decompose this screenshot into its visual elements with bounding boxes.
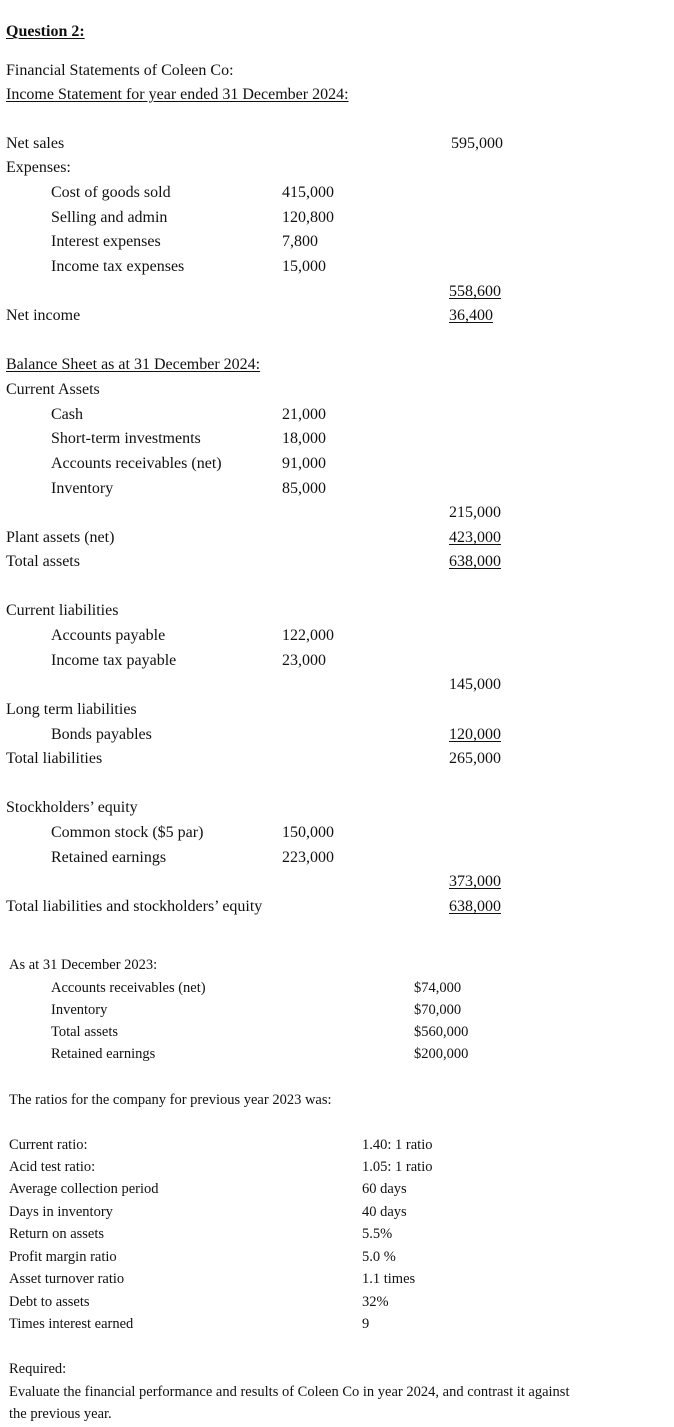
ratio-value: 5.0 % [362,1249,396,1265]
net-sales-label: Net sales [6,135,65,152]
expense-value: 120,800 [282,209,334,226]
ratio-label: Acid test ratio: [9,1159,96,1175]
total-liabilities-value: 265,000 [449,750,501,767]
prior-year-value: $74,000 [414,980,462,996]
total-assets-value: 638,000 [449,553,501,570]
expense-value: 415,000 [282,184,334,201]
current-liabilities-total: 145,000 [449,676,501,693]
required-label: Required: [9,1361,67,1377]
total-liabilities-label: Total liabilities [6,750,103,767]
current-asset-value: 21,000 [282,406,326,423]
ratio-value: 1.40: 1 ratio [362,1137,433,1153]
question-title: Question 2: [6,23,85,40]
prior-year-label: Accounts receivables (net) [51,980,206,996]
prior-year-label: Total assets [51,1024,119,1040]
total-liabilities-equity-value: 638,000 [449,898,501,915]
net-sales-value: 595,000 [451,135,503,152]
current-asset-value: 18,000 [282,430,326,447]
expense-label: Interest expenses [51,233,161,250]
current-assets-total: 215,000 [449,504,501,521]
ratio-value: 40 days [362,1204,407,1220]
ratio-label: Times interest earned [9,1316,134,1332]
prior-year-label: Inventory [51,1002,108,1018]
current-liability-label: Income tax payable [51,652,177,669]
net-income-label: Net income [6,307,81,324]
plant-assets-label: Plant assets (net) [6,529,115,546]
ratio-value: 32% [362,1294,389,1310]
prior-year-value: $200,000 [414,1046,469,1062]
equity-label: Stockholders’ equity [6,799,138,816]
current-liability-label: Accounts payable [51,627,166,644]
balance-sheet-title: Balance Sheet as at 31 December 2024: [6,356,261,373]
prior-year-value: $70,000 [414,1002,462,1018]
prior-year-value: $560,000 [414,1024,469,1040]
current-asset-label: Short-term investments [51,430,201,447]
expense-label: Selling and admin [51,209,168,226]
current-liability-value: 122,000 [282,627,334,644]
expense-value: 15,000 [282,258,326,275]
ratio-value: 60 days [362,1181,407,1197]
current-assets-label: Current Assets [6,381,100,398]
total-assets-label: Total assets [6,553,80,570]
ratio-label: Profit margin ratio [9,1249,117,1265]
current-asset-label: Inventory [51,480,114,497]
ratio-label: Debt to assets [9,1294,90,1310]
ratio-value: 1.05: 1 ratio [362,1159,433,1175]
current-asset-value: 91,000 [282,455,326,472]
long-term-liabilities-label: Long term liabilities [6,701,137,718]
ratio-value: 5.5% [362,1226,393,1242]
equity-item-label: Retained earnings [51,849,167,866]
total-liabilities-equity-label: Total liabilities and stockholders’ equity [6,898,263,915]
ratios-intro: The ratios for the company for previous year 2023 was: [9,1092,332,1108]
ratio-label: Current ratio: [9,1137,88,1153]
ratio-label: Days in inventory [9,1204,113,1220]
required-text-line2: the previous year. [9,1406,112,1422]
ratio-value: 1.1 times [362,1271,416,1287]
statements-heading: Financial Statements of Coleen Co: [6,62,234,79]
required-text-line1: Evaluate the financial performance and results of Coleen Co in year 2024, and contrast it against [9,1384,570,1400]
prior-year-title: As at 31 December 2023: [9,957,158,973]
current-asset-label: Cash [51,406,83,423]
equity-item-value: 150,000 [282,824,334,841]
current-asset-value: 85,000 [282,480,326,497]
current-asset-label: Accounts receivables (net) [51,455,222,472]
equity-item-value: 223,000 [282,849,334,866]
expense-label: Cost of goods sold [51,184,171,201]
ratio-label: Return on assets [9,1226,105,1242]
net-income-value: 36,400 [449,307,493,324]
ratio-label: Asset turnover ratio [9,1271,125,1287]
expense-value: 7,800 [282,233,318,250]
income-statement-title: Income Statement for year ended 31 December 2024: [6,86,349,103]
expenses-label: Expenses: [6,159,71,176]
equity-total: 373,000 [449,873,501,890]
plant-assets-value: 423,000 [449,529,501,546]
expense-label: Income tax expenses [51,258,185,275]
equity-item-label: Common stock ($5 par) [51,824,204,841]
ratio-label: Average collection period [9,1181,159,1197]
bonds-payable-label: Bonds payables [51,726,152,743]
current-liability-value: 23,000 [282,652,326,669]
ratio-value: 9 [362,1316,370,1332]
current-liabilities-label: Current liabilities [6,602,119,619]
bonds-payable-value: 120,000 [449,726,501,743]
total-expenses-value: 558,600 [449,283,501,300]
prior-year-label: Retained earnings [51,1046,156,1062]
